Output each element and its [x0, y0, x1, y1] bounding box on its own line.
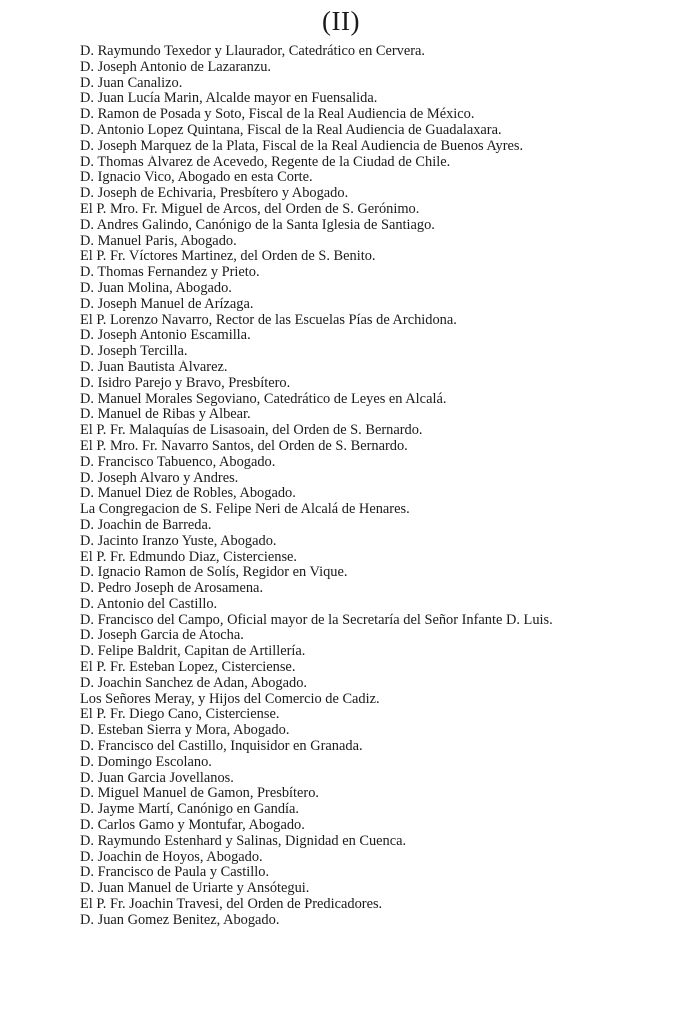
subscriber-entry: D. Joseph Antonio de Lazaranzu. — [80, 59, 272, 75]
subscriber-entry: D. Raymundo Texedor y Llaurador, Catedrático en Cervera. — [80, 44, 426, 59]
subscriber-entry: D. Domingo Escolano. — [80, 754, 212, 770]
subscriber-entry: D. Miguel Manuel de Gamon, Presbítero. — [80, 786, 319, 802]
subscriber-entry: D. Carlos Gamo y Montufar, Abogado. — [80, 818, 305, 834]
subscriber-entry: D. Juan Gomez Benitez, Abogado. — [80, 912, 280, 928]
subscriber-entry: D. Jayme Martí, Canónigo en Gandía. — [80, 802, 300, 818]
subscriber-entry: D. Juan Manuel de Uriarte y Ansótegui. — [80, 881, 310, 897]
subscriber-entry: D. Francisco del Campo, Oficial mayor de la Secretaría del Señor Infante D. Luis. — [80, 612, 553, 628]
subscriber-entry: D. Francisco del Castillo, Inquisidor en Granada. — [80, 739, 363, 755]
subscriber-entry: D. Juan Lucía Marin, Alcalde mayor en Fuensalida. — [80, 91, 378, 107]
subscriber-entry: D. Jacinto Iranzo Yuste, Abogado. — [80, 533, 277, 549]
page-number: (II) — [322, 6, 360, 36]
subscriber-entry: D. Joseph Antonio Escamilla. — [80, 328, 251, 344]
subscriber-entry: D. Joseph Manuel de Arízaga. — [80, 296, 254, 312]
subscriber-entry: D. Thomas Álvarez de Acevedo, Regente de la Ciudad de Chile. — [80, 154, 451, 170]
subscriber-entry: D. Francisco Tabuenco, Abogado. — [80, 454, 276, 470]
subscriber-entry: El P. Mro. Fr. Navarro Santos, del Orden de S. Bernardo. — [80, 438, 408, 454]
subscriber-entry: El P. Mro. Fr. Miguel de Arcos, del Orden de S. Gerónimo. — [80, 201, 420, 217]
subscriber-entry: D. Manuel Morales Segoviano, Catedrático de Leyes en Alcalá. — [80, 391, 447, 407]
subscriber-entry: Los Señores Meray, y Hijos del Comercio de Cadiz. — [80, 691, 380, 707]
subscriber-entry: D. Joseph Tercilla. — [80, 344, 188, 360]
subscriber-entry: D. Raymundo Estenhard y Salinas, Dignidad en Cuenca. — [80, 833, 407, 849]
subscriber-entry: D. Pedro Joseph de Arosamena. — [80, 581, 264, 597]
subscriber-entry: D. Juan Garcia Jovellanos. — [80, 770, 234, 786]
subscriber-entry: El P. Fr. Malaquías de Lisasoain, del Orden de S. Bernardo. — [80, 423, 423, 439]
subscriber-entry: D. Manuel Paris, Abogado. — [80, 233, 237, 249]
subscriber-entry: La Congregacion de S. Felipe Neri de Alcalá de Henares. — [80, 502, 410, 518]
subscriber-entry: D. Joseph Marquez de la Plata, Fiscal de la Real Audiencia de Buenos Ayres. — [80, 138, 524, 154]
subscriber-entry: D. Juan Canalizo. — [80, 75, 183, 91]
subscriber-entry: El P. Fr. Esteban Lopez, Cisterciense. — [80, 660, 296, 676]
subscriber-entry: D. Joseph de Echivaria, Presbítero y Abogado. — [80, 186, 349, 202]
subscriber-entry: D. Manuel de Ribas y Albear. — [80, 407, 251, 423]
subscriber-entry: D. Felipe Baldrit, Capitan de Artillería. — [80, 644, 306, 660]
subscriber-entry: D. Joachin de Hoyos, Abogado. — [80, 849, 263, 865]
subscriber-entry: D. Juan Bautista Álvarez. — [80, 359, 228, 375]
subscriber-entry: D. Ignacio Vico, Abogado en esta Corte. — [80, 170, 313, 186]
subscriber-entry: D. Joseph Garcia de Atocha. — [80, 628, 244, 644]
subscriber-entry: El P. Fr. Edmundo Diaz, Cisterciense. — [80, 549, 298, 565]
subscriber-entry: D. Joachin de Barreda. — [80, 517, 212, 533]
subscriber-entry: D. Joseph Alvaro y Andres. — [80, 470, 239, 486]
subscriber-entry: D. Antonio del Castillo. — [80, 596, 218, 612]
subscriber-entry: D. Isidro Parejo y Bravo, Presbítero. — [80, 375, 291, 391]
subscriber-entry: D. Antonio Lopez Quintana, Fiscal de la Real Audiencia de Guadalaxara. — [80, 122, 502, 138]
subscriber-entry: D. Manuel Diez de Robles, Abogado. — [80, 486, 296, 502]
subscriber-entry: D. Andres Galindo, Canónigo de la Santa Iglesia de Santiago. — [80, 217, 435, 233]
subscriber-entry: El P. Fr. Joachin Travesi, del Orden de Predicadores. — [80, 897, 383, 913]
subscriber-entry: D. Ramon de Posada y Soto, Fiscal de la Real Audiencia de México. — [80, 107, 475, 123]
subscriber-entry: D. Ignacio Ramon de Solís, Regidor en Vique. — [80, 565, 348, 581]
subscriber-entry: El P. Fr. Diego Cano, Cisterciense. — [80, 707, 280, 723]
subscriber-entry: D. Esteban Sierra y Mora, Abogado. — [80, 723, 290, 739]
subscriber-entry: D. Francisco de Paula y Castillo. — [80, 865, 270, 881]
subscriber-list — [80, 44, 640, 929]
subscriber-entry: D. Thomas Fernandez y Prieto. — [80, 265, 260, 281]
subscriber-entry: D. Juan Molina, Abogado. — [80, 280, 232, 296]
subscriber-entry: El P. Lorenzo Navarro, Rector de las Escuelas Pías de Archidona. — [80, 312, 457, 328]
subscriber-entry: El P. Fr. Víctores Martinez, del Orden de S. Benito. — [80, 249, 376, 265]
subscriber-entry: D. Joachin Sanchez de Adan, Abogado. — [80, 675, 307, 691]
